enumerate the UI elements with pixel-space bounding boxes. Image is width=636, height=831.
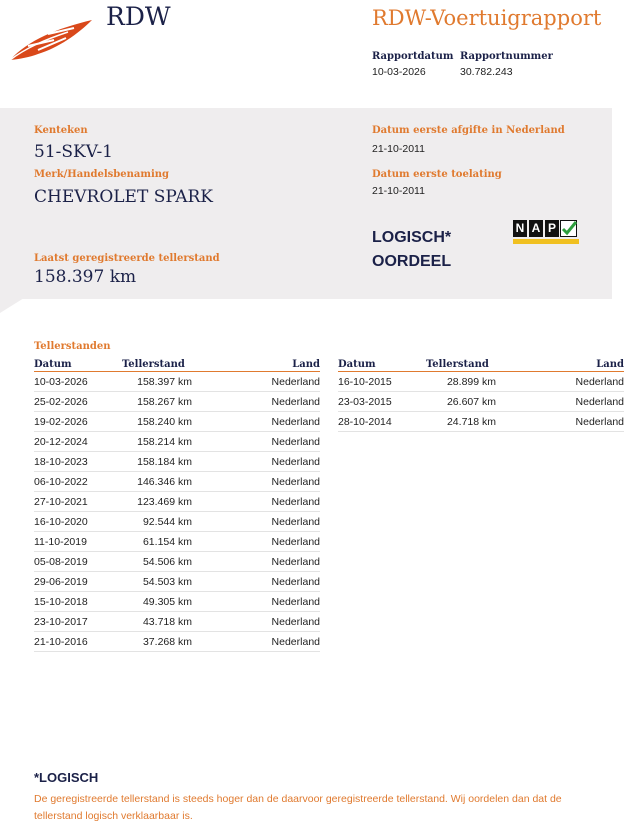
nap-letter-a: A [529, 220, 543, 237]
table-row [34, 632, 320, 652]
readings-title: Tellerstanden [34, 341, 111, 352]
cell-km: 28.899 km [426, 372, 496, 392]
report-title: RDW-Voertuigrapport [372, 6, 602, 30]
cell-land: Nederland [192, 512, 320, 532]
cell-date: 19-02-2026 [34, 412, 122, 432]
table-row [34, 452, 320, 472]
verdict-line-2: OORDEEL [372, 253, 452, 270]
cell-date: 21-10-2016 [34, 632, 122, 652]
odometer-value: 158.397 km [34, 267, 137, 287]
cell-date: 16-10-2015 [338, 372, 426, 392]
cell-km: 61.154 km [122, 532, 192, 552]
report-date: 10-03-2026 [372, 66, 426, 78]
report-number-label: Rapportnummer [460, 51, 553, 62]
cell-km: 92.544 km [122, 512, 192, 532]
cell-land: Nederland [496, 412, 624, 432]
table-row [338, 412, 624, 432]
col-km: Tellerstand [426, 357, 496, 372]
first-nl-date: 21-10-2011 [372, 143, 425, 155]
cell-land: Nederland [192, 532, 320, 552]
table-row [34, 492, 320, 512]
report-date-label: Rapportdatum [372, 51, 454, 62]
cell-date: 10-03-2026 [34, 372, 122, 392]
cell-land: Nederland [192, 392, 320, 412]
cell-land: Nederland [192, 412, 320, 432]
cell-km: 26.607 km [426, 392, 496, 412]
cell-land: Nederland [496, 392, 624, 412]
plate-label: Kenteken [34, 125, 88, 136]
col-date: Datum [34, 357, 122, 372]
col-date: Datum [338, 357, 426, 372]
table-row [34, 532, 320, 552]
cell-land: Nederland [192, 452, 320, 472]
cell-land: Nederland [192, 432, 320, 452]
table-row [34, 512, 320, 532]
footnote-text: De geregistreerde tellerstand is steeds hoger dan de daarvoor geregistreerde tellerstand. Wij oordelen dan dat de tellerstand logisch verklaarbaar is. [34, 793, 562, 822]
cell-date: 25-02-2026 [34, 392, 122, 412]
table-row [338, 372, 624, 392]
footnote-title: *LOGISCH [34, 770, 99, 785]
col-km: Tellerstand [122, 357, 192, 372]
cell-date: 18-10-2023 [34, 452, 122, 472]
readings-table-right [338, 357, 624, 432]
cell-km: 43.718 km [122, 612, 192, 632]
cell-date: 29-06-2019 [34, 572, 122, 592]
cell-km: 54.503 km [122, 572, 192, 592]
table-row [338, 392, 624, 412]
table-row [34, 612, 320, 632]
cell-land: Nederland [192, 572, 320, 592]
panel-corner [0, 298, 24, 313]
table-row [34, 412, 320, 432]
license-plate: 51-SKV-1 [34, 142, 113, 162]
cell-land: Nederland [192, 472, 320, 492]
first-admission-date: 21-10-2011 [372, 185, 425, 197]
cell-land: Nederland [192, 372, 320, 392]
cell-date: 20-12-2024 [34, 432, 122, 452]
cell-date: 23-10-2017 [34, 612, 122, 632]
cell-date: 28-10-2014 [338, 412, 426, 432]
cell-km: 54.506 km [122, 552, 192, 572]
vehicle-make: CHEVROLET SPARK [34, 187, 213, 207]
table-row [34, 432, 320, 452]
nap-letter-n: N [513, 220, 527, 237]
cell-km: 37.268 km [122, 632, 192, 652]
make-label: Merk/Handelsbenaming [34, 169, 170, 180]
verdict-line-1: LOGISCH* [372, 229, 452, 246]
brand-name: RDW [106, 2, 171, 31]
first-nl-label: Datum eerste afgifte in Nederland [372, 125, 565, 136]
cell-date: 27-10-2021 [34, 492, 122, 512]
cell-km: 123.469 km [122, 492, 192, 512]
nap-letter-p: P [545, 220, 559, 237]
col-land: Land [496, 357, 624, 372]
cell-date: 23-03-2015 [338, 392, 426, 412]
check-icon [560, 220, 578, 238]
verdict [372, 226, 451, 274]
cell-km: 24.718 km [426, 412, 496, 432]
cell-date: 16-10-2020 [34, 512, 122, 532]
report-number: 30.782.243 [460, 66, 513, 78]
cell-date: 05-08-2019 [34, 552, 122, 572]
cell-land: Nederland [192, 592, 320, 612]
nap-underline [513, 239, 579, 244]
table-row [34, 552, 320, 572]
col-land: Land [192, 357, 320, 372]
cell-km: 158.267 km [122, 392, 192, 412]
cell-date: 15-10-2018 [34, 592, 122, 612]
table-row [34, 372, 320, 392]
cell-land: Nederland [192, 552, 320, 572]
cell-km: 158.240 km [122, 412, 192, 432]
table-row [34, 572, 320, 592]
cell-date: 11-10-2019 [34, 532, 122, 552]
nap-badge [513, 220, 579, 246]
cell-land: Nederland [192, 632, 320, 652]
cell-km: 49.305 km [122, 592, 192, 612]
cell-land: Nederland [192, 612, 320, 632]
cell-km: 146.346 km [122, 472, 192, 492]
table-row [34, 472, 320, 492]
cell-km: 158.214 km [122, 432, 192, 452]
cell-date: 06-10-2022 [34, 472, 122, 492]
cell-km: 158.184 km [122, 452, 192, 472]
rdw-logo-icon [8, 14, 98, 64]
cell-land: Nederland [192, 492, 320, 512]
table-row [34, 592, 320, 612]
readings-table-left [34, 357, 320, 652]
cell-km: 158.397 km [122, 372, 192, 392]
odometer-label: Laatst geregistreerde tellerstand [34, 253, 220, 264]
table-row [34, 392, 320, 412]
first-admission-label: Datum eerste toelating [372, 169, 502, 180]
cell-land: Nederland [496, 372, 624, 392]
